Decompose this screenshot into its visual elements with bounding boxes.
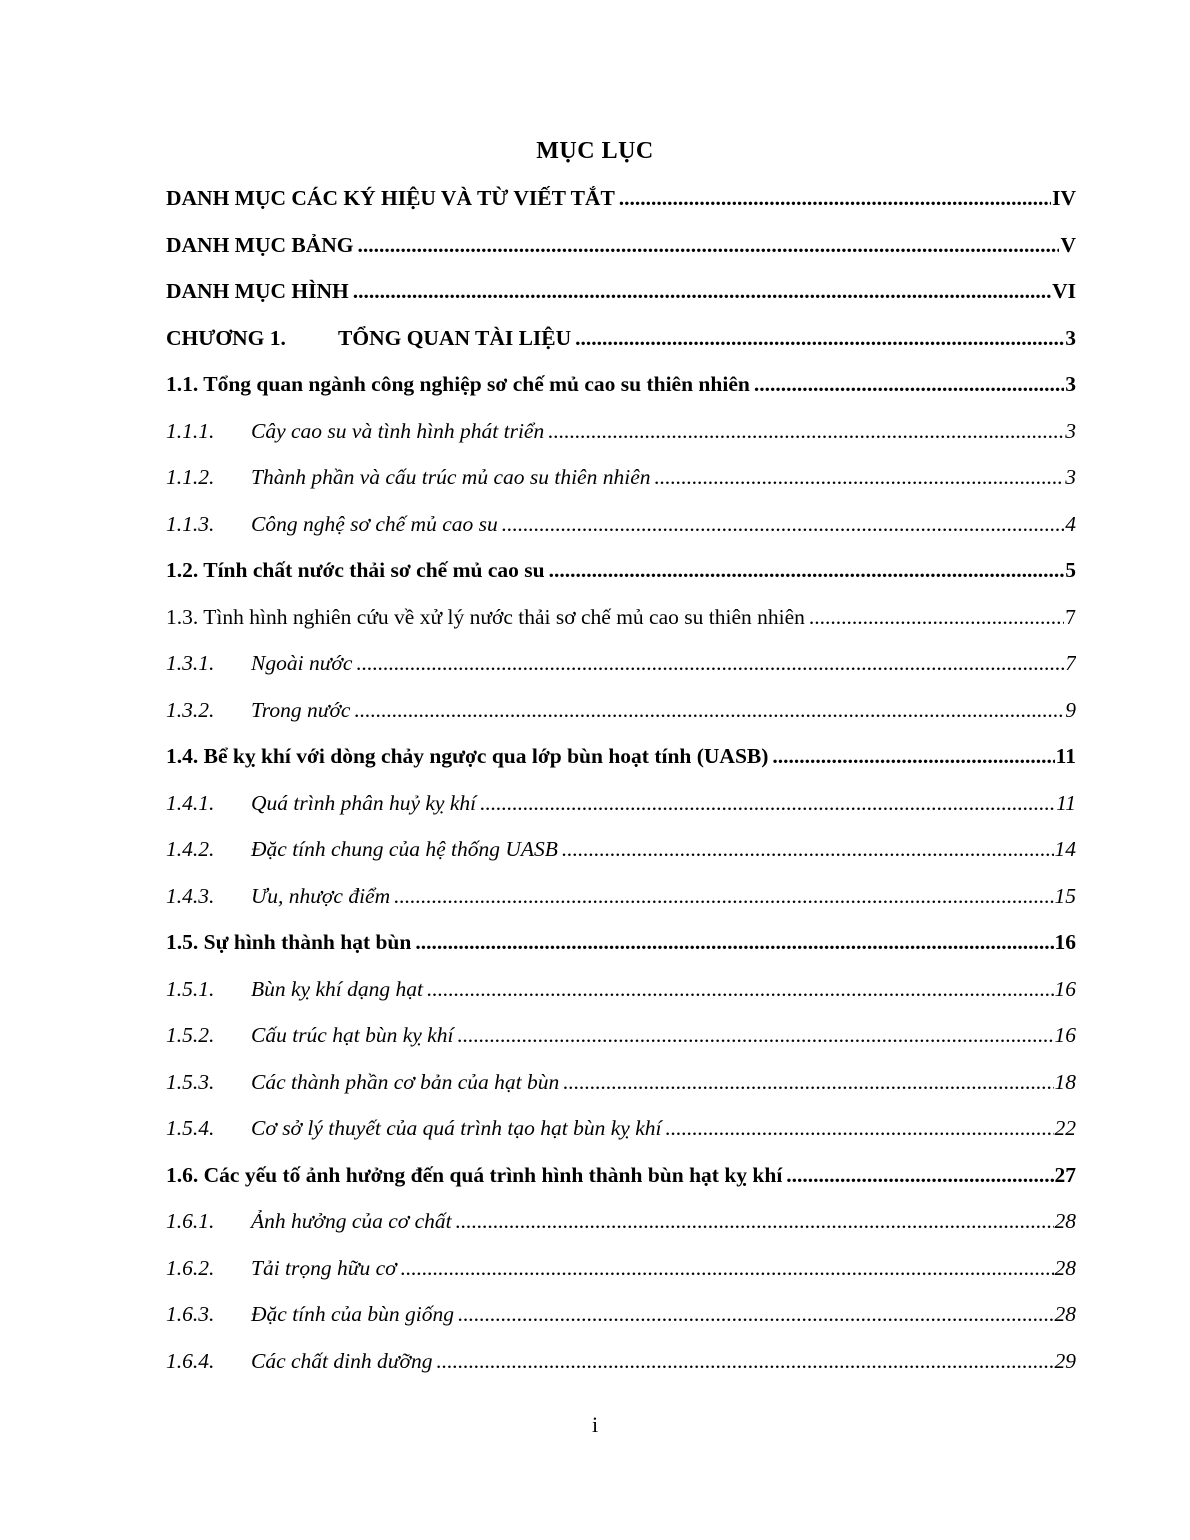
- toc-entry-number: 1.6.1.: [166, 1209, 215, 1233]
- toc-entry-page: V: [1060, 232, 1076, 257]
- toc-entry[interactable]: [166, 326, 1076, 373]
- toc-leader-dots: [415, 930, 1053, 955]
- toc-entry-page: 18: [1054, 1069, 1076, 1094]
- toc-leader-dots: [772, 744, 1054, 769]
- toc-entry[interactable]: [166, 837, 1076, 884]
- toc-entry-title: DANH MỤC CÁC KÝ HIỆU VÀ TỪ VIẾT TẮT: [166, 186, 615, 210]
- toc-leader-dots: [456, 1209, 1054, 1234]
- toc-leader-dots: [754, 372, 1064, 397]
- toc-entry-number: 1.1.2.: [166, 465, 215, 489]
- toc-leader-dots: [457, 1023, 1053, 1048]
- toc-entry-page: 5: [1065, 558, 1076, 582]
- toc-entry[interactable]: [166, 279, 1076, 326]
- toc-entry[interactable]: [166, 791, 1076, 838]
- toc-leader-dots: [480, 791, 1055, 816]
- toc-entry[interactable]: [166, 558, 1076, 605]
- toc-entry-page: 7: [1065, 604, 1076, 629]
- toc-entry-title: Thành phần và cấu trúc mủ cao su thiên nhiên: [251, 465, 651, 489]
- toc-entry-title: 1.4. Bể kỵ khí với dòng chảy ngược qua lớp bùn hoạt tính (UASB): [166, 744, 769, 768]
- toc-entry-title: Trong nước: [251, 697, 351, 722]
- toc-entry-page: 28: [1054, 1255, 1076, 1280]
- toc-entry-page: 28: [1054, 1209, 1076, 1233]
- toc-leader-dots: [563, 1070, 1053, 1095]
- toc-entry-number: 1.5.4.: [166, 1116, 215, 1140]
- toc-entry[interactable]: [166, 1302, 1076, 1349]
- toc-entry[interactable]: [166, 1349, 1076, 1396]
- toc-leader-dots: [354, 698, 1064, 723]
- toc-entry-page: 3: [1065, 465, 1076, 489]
- toc-leader-dots: [427, 977, 1054, 1002]
- toc-entry-number: 1.4.1.: [166, 790, 215, 815]
- toc-leader-dots: [619, 186, 1051, 211]
- toc-leader-dots: [358, 233, 1060, 258]
- toc-entry-title: 1.1. Tổng quan ngành công nghiệp sơ chế mủ cao su thiên nhiên: [166, 372, 750, 396]
- toc-entry[interactable]: [166, 419, 1076, 466]
- toc-entry[interactable]: [166, 1209, 1076, 1256]
- toc-entry-title: Cấu trúc hạt bùn kỵ khí: [251, 1023, 454, 1047]
- toc-entry-number: 1.5.3.: [166, 1069, 215, 1094]
- toc-entry-page: 14: [1054, 837, 1076, 861]
- toc-leader-dots: [356, 651, 1064, 676]
- toc-entry-page: 22: [1054, 1116, 1076, 1140]
- toc-entry-number: CHƯƠNG 1.: [166, 325, 286, 350]
- toc-entry-title: Cây cao su và tình hình phát triển: [251, 418, 545, 443]
- toc-entry-title: Bùn kỵ khí dạng hạt: [251, 976, 423, 1001]
- toc-entry-title: Quá trình phân huỷ kỵ khí: [251, 790, 477, 815]
- page-number: i: [591, 1412, 599, 1437]
- toc-leader-dots: [665, 1116, 1053, 1141]
- toc-entry-page: 3: [1065, 325, 1076, 350]
- toc-entry-title: Đặc tính của bùn giống: [251, 1302, 455, 1326]
- toc-entry[interactable]: [166, 651, 1076, 698]
- toc-entry-title: Công nghệ sơ chế mủ cao su: [251, 511, 498, 536]
- toc-entry-title: Ngoài nước: [251, 651, 353, 675]
- toc-entry[interactable]: [166, 1023, 1076, 1070]
- toc-entry-page: 3: [1065, 372, 1076, 396]
- toc-leader-dots: [458, 1302, 1053, 1327]
- toc-entry-number: 1.4.2.: [166, 837, 215, 861]
- toc-entry-title: 1.6. Các yếu tố ảnh hưởng đến quá trình hình thành bùn hạt kỵ khí: [166, 1162, 783, 1187]
- toc-entry-title: Đặc tính chung của hệ thống UASB: [251, 837, 558, 861]
- toc-entry[interactable]: [166, 884, 1076, 931]
- toc-entry-number: 1.3.1.: [166, 651, 215, 675]
- toc-entry-page: 29: [1054, 1348, 1076, 1373]
- toc-entry-page: 28: [1054, 1302, 1076, 1326]
- toc-entry-title: Ưu, nhược điểm: [251, 883, 391, 908]
- toc-entry-title: 1.2. Tính chất nước thải sơ chế mủ cao su: [166, 558, 545, 582]
- toc-leader-dots: [562, 837, 1054, 862]
- toc-entry-number: 1.1.3.: [166, 511, 215, 536]
- table-of-contents: [166, 186, 1076, 1395]
- toc-entry[interactable]: [166, 1256, 1076, 1303]
- toc-entry-page: 3: [1065, 418, 1076, 443]
- toc-entry[interactable]: [166, 605, 1076, 652]
- toc-entry-number: 1.5.2.: [166, 1023, 215, 1047]
- toc-entry-page: IV: [1052, 186, 1076, 210]
- toc-entry-page: 4: [1065, 511, 1076, 536]
- toc-entry-page: 16: [1054, 1023, 1076, 1047]
- toc-leader-dots: [809, 605, 1064, 630]
- toc-entry-page: VI: [1052, 279, 1076, 303]
- toc-entry[interactable]: [166, 233, 1076, 280]
- toc-entry[interactable]: [166, 372, 1076, 419]
- toc-entry-number: 1.1.1.: [166, 418, 215, 443]
- toc-leader-dots: [786, 1163, 1053, 1188]
- toc-entry-number: 1.3.2.: [166, 697, 215, 722]
- toc-entry-page: 7: [1065, 651, 1076, 675]
- toc-entry[interactable]: [166, 977, 1076, 1024]
- toc-entry-title: Tải trọng hữu cơ: [251, 1255, 397, 1280]
- toc-leader-dots: [394, 884, 1053, 909]
- toc-entry-page: 27: [1054, 1162, 1076, 1187]
- page-title: MỤC LỤC: [536, 138, 654, 164]
- toc-leader-dots: [401, 1256, 1054, 1281]
- toc-entry-page: 11: [1056, 790, 1076, 815]
- toc-entry-number: 1.5.1.: [166, 976, 215, 1001]
- toc-entry-page: 15: [1054, 883, 1076, 908]
- toc-entry-number: 1.4.3.: [166, 883, 215, 908]
- toc-entry-title: Cơ sở lý thuyết của quá trình tạo hạt bùn kỵ khí: [251, 1116, 662, 1140]
- toc-leader-dots: [548, 419, 1064, 444]
- toc-entry[interactable]: [166, 1116, 1076, 1163]
- toc-entry-title: 1.5. Sự hình thành hạt bùn: [166, 930, 412, 954]
- toc-leader-dots: [575, 326, 1064, 351]
- toc-entry-number: 1.6.3.: [166, 1302, 215, 1326]
- toc-entry-number: 1.6.4.: [166, 1348, 215, 1373]
- toc-entry-page: 16: [1054, 976, 1076, 1001]
- toc-entry-title: Các chất dinh dưỡng: [251, 1348, 433, 1373]
- toc-entry[interactable]: [166, 1163, 1076, 1210]
- toc-leader-dots: [549, 558, 1065, 583]
- toc-entry[interactable]: [166, 930, 1076, 977]
- toc-entry-title: Ảnh hưởng của cơ chất: [251, 1209, 452, 1233]
- toc-leader-dots: [436, 1349, 1053, 1374]
- toc-entry[interactable]: [166, 1070, 1076, 1117]
- toc-entry-title: DANH MỤC HÌNH: [166, 279, 349, 303]
- toc-leader-dots: [502, 512, 1065, 537]
- toc-entry-title: TỔNG QUAN TÀI LIỆU: [338, 325, 572, 350]
- toc-entry-page: 16: [1054, 930, 1076, 954]
- toc-entry-title: Các thành phần cơ bản của hạt bùn: [251, 1069, 560, 1094]
- toc-leader-dots: [655, 465, 1065, 490]
- toc-entry[interactable]: [166, 465, 1076, 512]
- toc-entry[interactable]: [166, 186, 1076, 233]
- toc-entry-title: 1.3. Tình hình nghiên cứu về xử lý nước thải sơ chế mủ cao su thiên nhiên: [166, 604, 805, 629]
- toc-entry-page: 11: [1055, 744, 1076, 768]
- toc-entry-number: 1.6.2.: [166, 1255, 215, 1280]
- toc-leader-dots: [353, 279, 1051, 304]
- toc-entry[interactable]: [166, 512, 1076, 559]
- toc-entry[interactable]: [166, 744, 1076, 791]
- toc-entry-title: DANH MỤC BẢNG: [166, 232, 354, 257]
- toc-entry-page: 9: [1065, 697, 1076, 722]
- toc-entry[interactable]: [166, 698, 1076, 745]
